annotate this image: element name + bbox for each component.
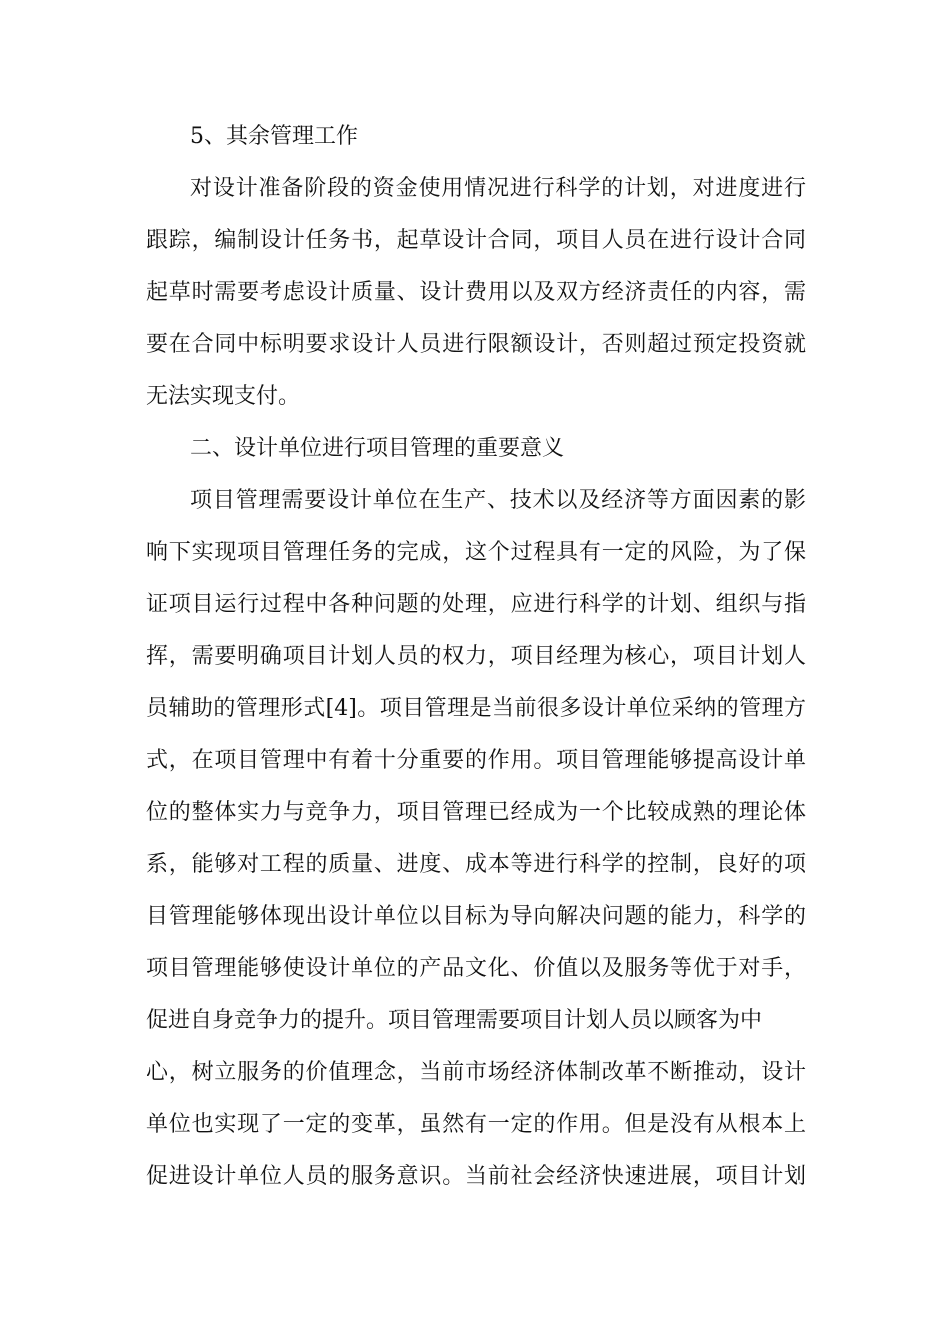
paragraph-line: 起草时需要考虑设计质量、设计费用以及双方经济责任的内容，需 [146, 280, 806, 305]
paragraph-line: 促进设计单位人员的服务意识。当前社会经济快速进展，项目计划 [146, 1164, 806, 1189]
paragraph-line: 响下实现项目管理任务的完成，这个过程具有一定的风险，为了保 [146, 540, 806, 565]
paragraph-line: 式，在项目管理中有着十分重要的作用。项目管理能够提高设计单 [146, 748, 806, 773]
paragraph-line: 挥，需要明确项目计划人员的权力，项目经理为核心，项目计划人 [146, 644, 806, 669]
paragraph-line: 位的整体实力与竞争力，项目管理已经成为一个比较成熟的理论体 [146, 800, 806, 825]
paragraph-line: 促进自身竞争力的提升。项目管理需要项目计划人员以顾客为中 [146, 1008, 763, 1033]
paragraph-line: 员辅助的管理形式[4]。项目管理是当前很多设计单位采纳的管理方 [146, 696, 806, 721]
section-heading: 5、其余管理工作 [190, 124, 358, 149]
paragraph-line: 心，树立服务的价值理念，当前市场经济体制改革不断推动，设计 [146, 1060, 806, 1085]
paragraph-line: 跟踪，编制设计任务书，起草设计合同，项目人员在进行设计合同 [146, 228, 806, 253]
paragraph-line: 要在合同中标明要求设计人员进行限额设计，否则超过预定投资就 [146, 332, 806, 357]
paragraph-line: 项目管理需要设计单位在生产、技术以及经济等方面因素的影 [190, 488, 806, 513]
paragraph-line: 目管理能够体现出设计单位以目标为导向解决问题的能力，科学的 [146, 904, 806, 929]
paragraph-line: 项目管理能够使设计单位的产品文化、价值以及服务等优于对手， [146, 956, 806, 981]
paragraph-line: 对设计准备阶段的资金使用情况进行科学的计划，对进度进行 [190, 176, 806, 201]
section-heading: 二、设计单位进行项目管理的重要意义 [190, 436, 565, 461]
paragraph-line: 无法实现支付。 [146, 384, 301, 409]
paragraph-line: 系，能够对工程的质量、进度、成本等进行科学的控制，良好的项 [146, 852, 806, 877]
paragraph-line: 证项目运行过程中各种问题的处理，应进行科学的计划、组织与指 [146, 592, 806, 617]
paragraph-line: 单位也实现了一定的变革，虽然有一定的作用。但是没有从根本上 [146, 1112, 806, 1137]
